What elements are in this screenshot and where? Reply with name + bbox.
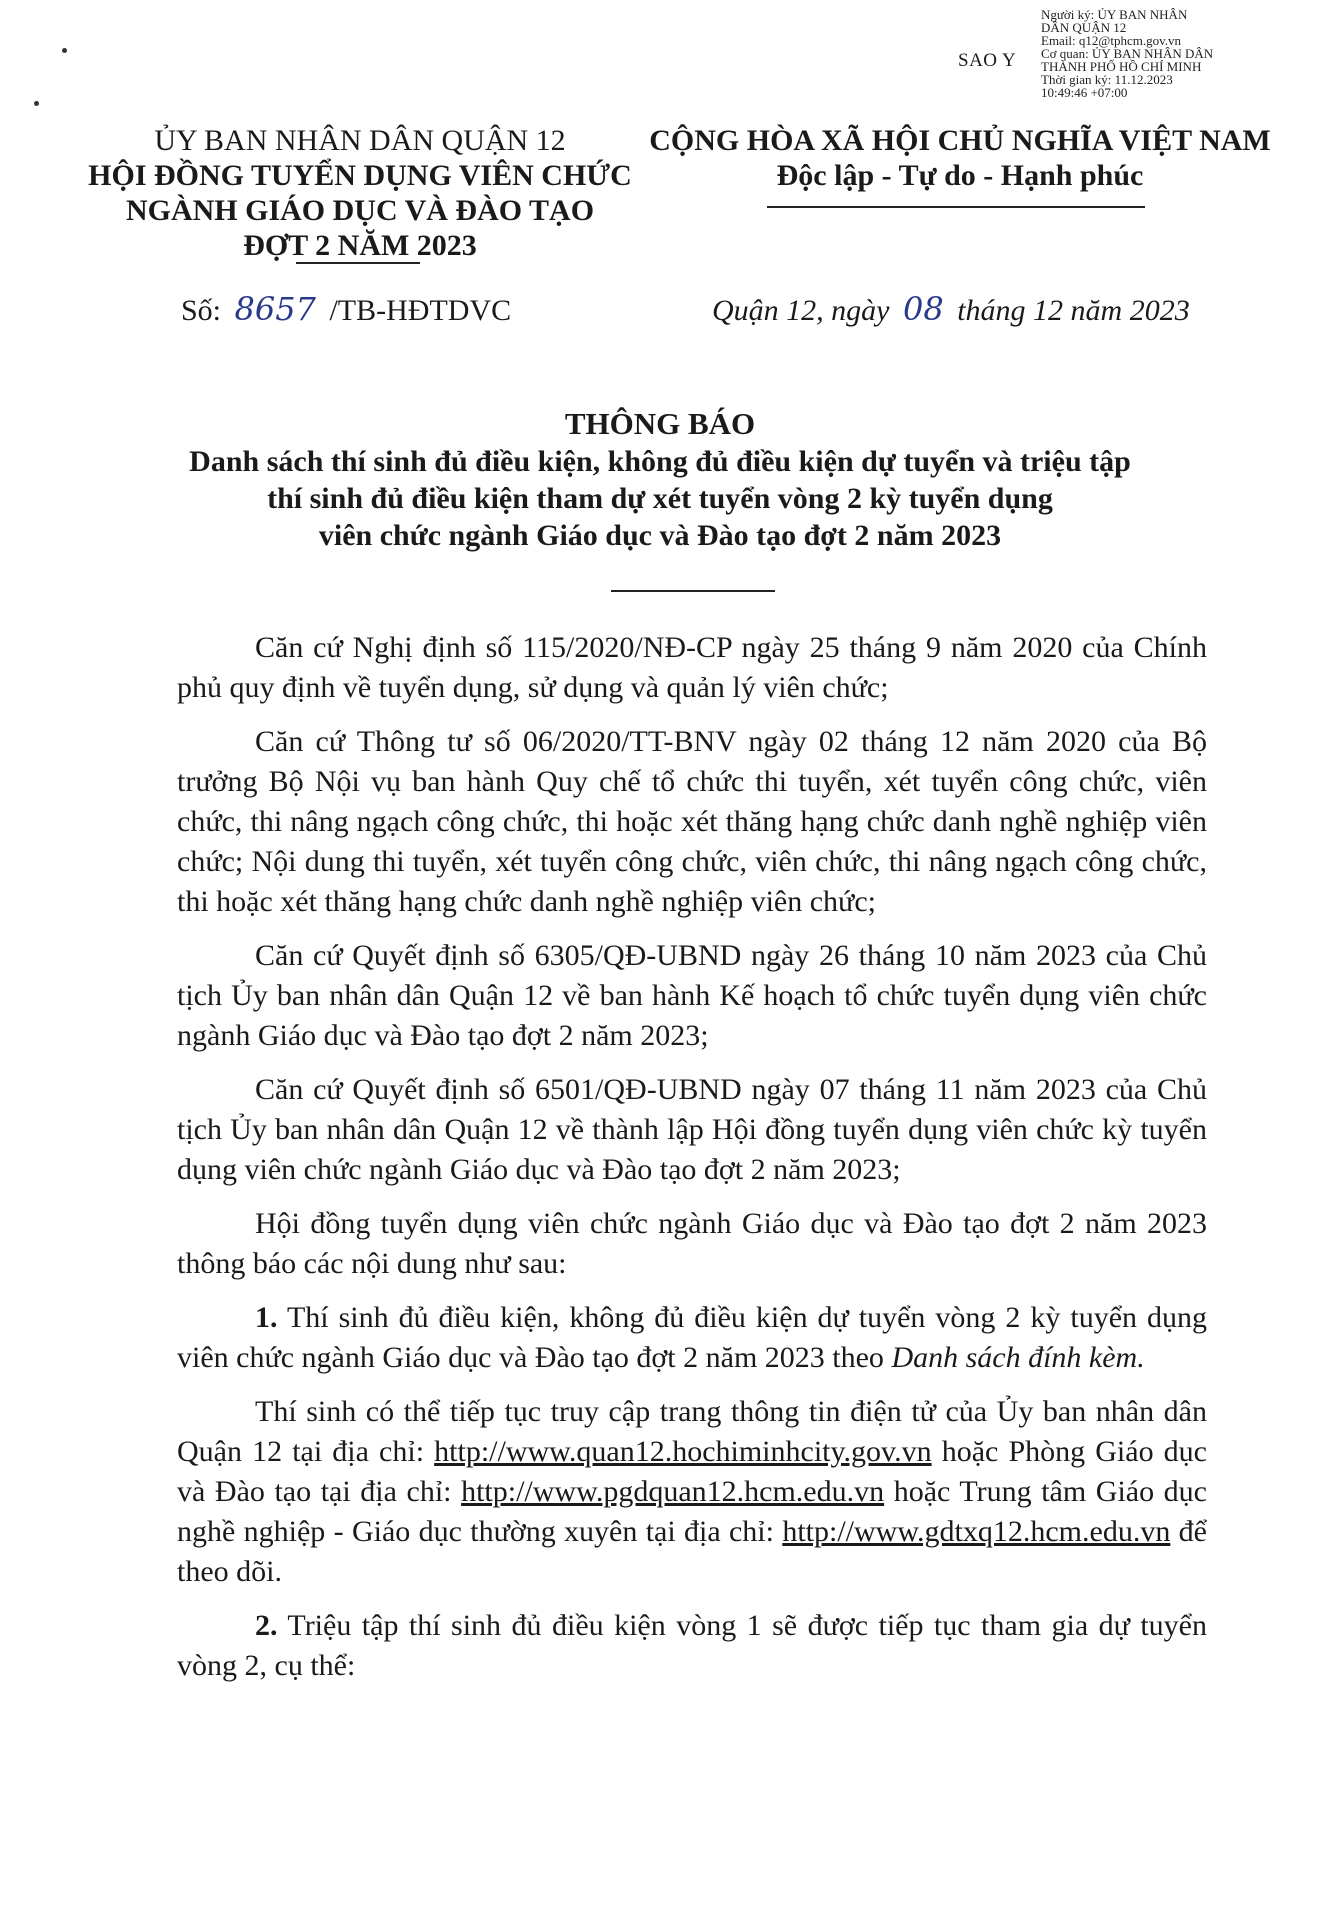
title-main: THÔNG BÁO bbox=[564, 406, 756, 441]
authority-line: ỦY BAN NHÂN DÂN QUẬN 12 bbox=[154, 124, 566, 157]
document-title bbox=[160, 405, 1160, 554]
title-line: viên chức ngành Giáo dục và Đào tạo đợt 2 năm 2023 bbox=[318, 519, 1002, 552]
item-number: 1. bbox=[255, 1301, 278, 1334]
attachment-reference: Danh sách đính kèm. bbox=[891, 1341, 1145, 1374]
item-text: Thí sinh đủ điều kiện, không đủ điều kiện dự tuyển vòng 2 kỳ tuyển dụng viên chức ngành Giáo dục và Đào tạo đợt 2 năm 2023 theo bbox=[177, 1301, 1207, 1374]
document-number bbox=[181, 290, 511, 328]
legal-basis-paragraph: Căn cứ Thông tư số 06/2020/TT-BNV ngày 02 tháng 12 năm 2020 của Bộ trưởng Bộ Nội vụ ban hành Quy chế tổ chức thi tuyển, xét tuyển công chức, viên chức, thi nâng ngạch công chức, thi hoặc xét thăng hạng chức danh nghề nghiệp viên chức; Nội dung thi tuyển, xét tuyển công chức, viên chức, thi nâng ngạch công chức, thi hoặc xét thăng hạng chức danh nghề nghiệp viên chức; bbox=[177, 725, 1207, 918]
copy-label: SAO Y bbox=[958, 50, 1017, 71]
scan-speck bbox=[62, 48, 67, 53]
country-name: CỘNG HÒA XÃ HỘI CHỦ NGHĨA VIỆT NAM bbox=[649, 124, 1271, 157]
signature-line: Cơ quan: ỦY BAN NHÂN DÂN bbox=[1041, 46, 1214, 61]
title-underline bbox=[611, 590, 775, 592]
announcement-intro: Hội đồng tuyển dụng viên chức ngành Giáo dục và Đào tạo đợt 2 năm 2023 thông báo các nội dung như sau: bbox=[177, 1207, 1207, 1280]
item-1-paragraph bbox=[177, 1298, 1207, 1378]
district-website-link[interactable]: http://www.quan12.hochiminhcity.gov.vn bbox=[434, 1435, 932, 1468]
handwritten-number: 8657 bbox=[234, 290, 316, 328]
item-text: Triệu tập thí sinh đủ điều kiện vòng 1 sẽ được tiếp tục tham gia dự tuyển vòng 2, cụ thể: bbox=[177, 1609, 1207, 1682]
item-2-paragraph bbox=[177, 1606, 1207, 1686]
paragraph-text: Thí sinh có thể tiếp tục truy cập trang thông tin điện tử của Ủy ban nhân dân Quận 12 tại địa chỉ: bbox=[177, 1395, 1207, 1468]
paragraph-text: để theo dõi. bbox=[177, 1515, 1207, 1588]
training-center-link[interactable]: http://www.gdtxq12.hcm.edu.vn bbox=[782, 1515, 1171, 1548]
signature-line: 10:49:46 +07:00 bbox=[1041, 85, 1128, 100]
handwritten-day: 08 bbox=[902, 290, 944, 328]
title-line: Danh sách thí sinh đủ điều kiện, không đủ điều kiện dự tuyển và triệu tập bbox=[189, 445, 1131, 478]
paragraph-text: hoặc Phòng Giáo dục và Đào tạo tại địa chỉ: bbox=[177, 1435, 1207, 1508]
education-office-link[interactable]: http://www.pgdquan12.hcm.edu.vn bbox=[461, 1475, 885, 1508]
website-paragraph bbox=[177, 1392, 1207, 1592]
national-motto-header bbox=[640, 123, 1280, 193]
signature-line: Email: q12@tphcm.gov.vn bbox=[1041, 33, 1182, 48]
header-left-underline bbox=[296, 262, 420, 264]
motto: Độc lập - Tự do - Hạnh phúc bbox=[776, 159, 1144, 192]
date-suffix: tháng 12 năm 2023 bbox=[957, 294, 1190, 327]
signature-line: Người ký: ỦY BAN NHÂN bbox=[1041, 7, 1188, 22]
issuing-authority-header bbox=[70, 123, 650, 263]
scan-speck bbox=[34, 101, 39, 106]
signature-line: DÂN QUẬN 12 bbox=[1041, 20, 1127, 35]
round-line: ĐỢT 2 NĂM 2023 bbox=[243, 229, 477, 262]
legal-basis-paragraph: Căn cứ Quyết định số 6501/QĐ-UBND ngày 07 tháng 11 năm 2023 của Chủ tịch Ủy ban nhân dân Quận 12 về thành lập Hội đồng tuyển dụng viên chức kỳ tuyển dụng viên chức ngành Giáo dục và Đào tạo đợt 2 năm 2023; bbox=[177, 1073, 1207, 1186]
signature-line: THÀNH PHỐ HỒ CHÍ MINH bbox=[1041, 59, 1202, 74]
document-body bbox=[177, 628, 1207, 1700]
number-prefix: Số: bbox=[181, 294, 222, 327]
title-line: thí sinh đủ điều kiện tham dự xét tuyển vòng 2 kỳ tuyển dụng bbox=[267, 482, 1053, 515]
legal-basis-paragraph: Căn cứ Quyết định số 6305/QĐ-UBND ngày 26 tháng 10 năm 2023 của Chủ tịch Ủy ban nhân dân Quận 12 về ban hành Kế hoạch tổ chức tuyển dụng viên chức ngành Giáo dục và Đào tạo đợt 2 năm 2023; bbox=[177, 939, 1207, 1052]
sector-line: NGÀNH GIÁO DỤC VÀ ĐÀO TẠO bbox=[125, 194, 595, 227]
legal-basis-paragraph: Căn cứ Nghị định số 115/2020/NĐ-CP ngày 25 tháng 9 năm 2020 của Chính phủ quy định về tuyển dụng, sử dụng và quản lý viên chức; bbox=[177, 631, 1207, 704]
council-line: HỘI ĐỒNG TUYỂN DỤNG VIÊN CHỨC bbox=[88, 159, 632, 192]
digital-signature-block bbox=[1041, 8, 1213, 99]
header-right-underline bbox=[767, 206, 1145, 208]
number-suffix: /TB-HĐTDVC bbox=[329, 294, 512, 327]
paragraph-text: hoặc Trung tâm Giáo dục nghề nghiệp - Giáo dục thường xuyên tại địa chỉ: bbox=[177, 1475, 1208, 1548]
document-date bbox=[712, 290, 1190, 328]
signature-line: Thời gian ký: 11.12.2023 bbox=[1041, 72, 1173, 87]
date-prefix: Quận 12, ngày bbox=[712, 294, 890, 327]
item-number: 2. bbox=[255, 1609, 278, 1642]
